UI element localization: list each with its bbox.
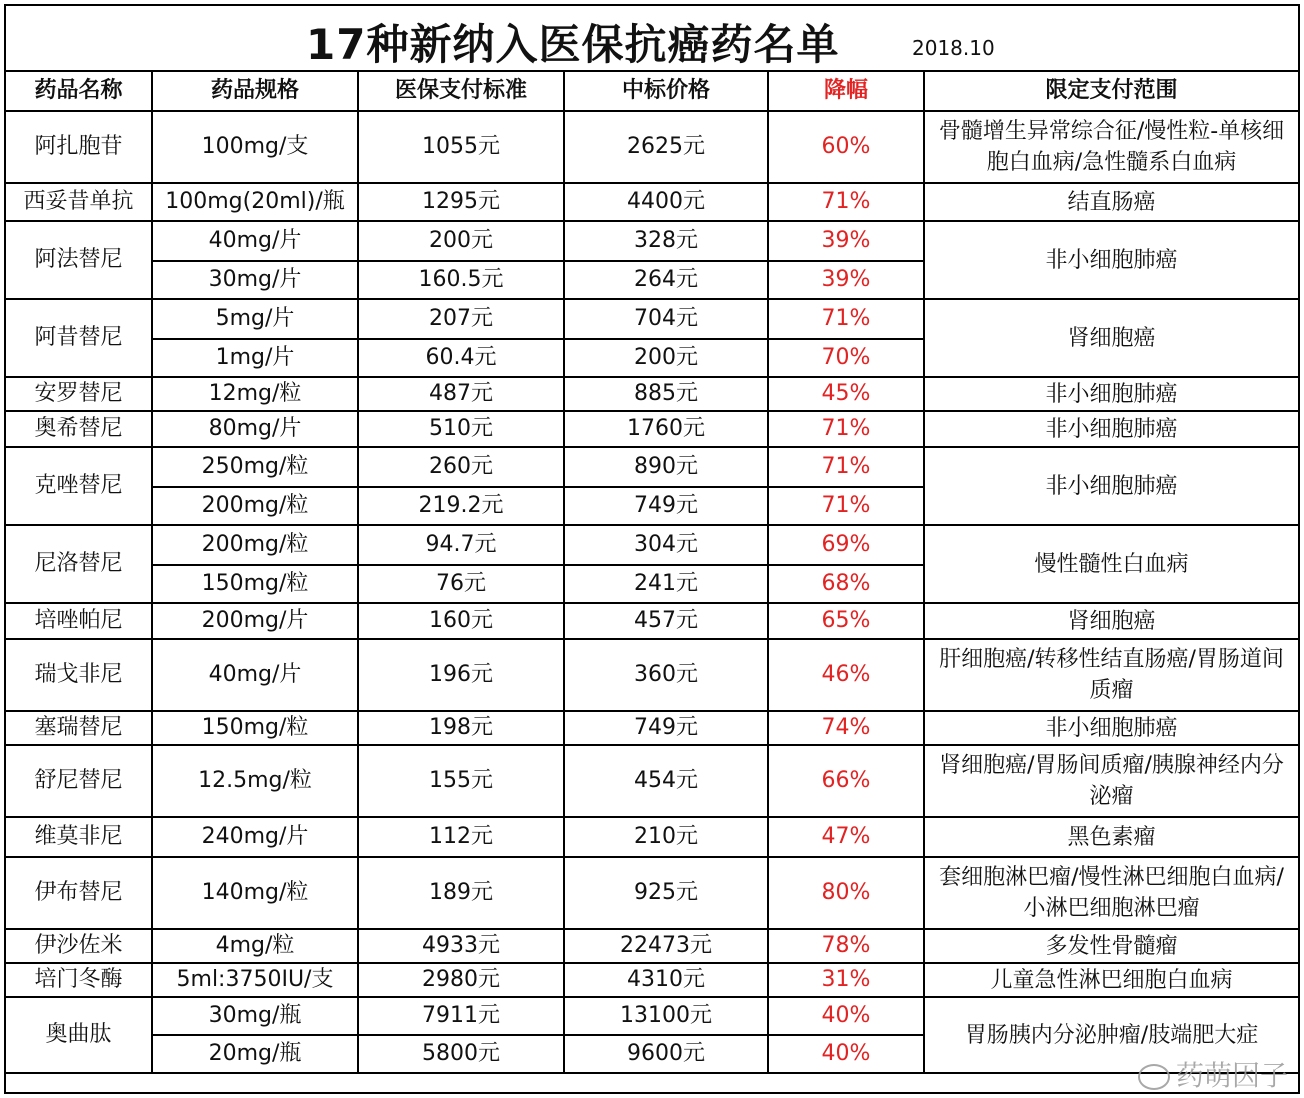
bid-cell: 457元 bbox=[564, 603, 768, 639]
table-row bbox=[6, 639, 1298, 711]
drug-name-cell: 舒尼替尼 bbox=[6, 745, 152, 817]
standard-cell: 160元 bbox=[358, 603, 564, 639]
bid-cell: 890元 bbox=[564, 447, 768, 487]
drug-table-body bbox=[6, 111, 1298, 1073]
drop-cell: 80% bbox=[768, 857, 924, 929]
spec-cell: 150mg/粒 bbox=[152, 711, 358, 745]
table-row bbox=[6, 221, 1298, 261]
table-row bbox=[6, 817, 1298, 857]
spec-cell: 240mg/片 bbox=[152, 817, 358, 857]
scope-cell: 套细胞淋巴瘤/慢性淋巴细胞白血病/小淋巴细胞淋巴瘤 bbox=[924, 857, 1298, 929]
spec-cell: 80mg/片 bbox=[152, 411, 358, 447]
standard-cell: 487元 bbox=[358, 377, 564, 411]
drop-cell: 46% bbox=[768, 639, 924, 711]
bid-cell: 2625元 bbox=[564, 111, 768, 183]
header-bid: 中标价格 bbox=[564, 72, 768, 111]
bid-cell: 749元 bbox=[564, 711, 768, 745]
spec-cell: 5mg/片 bbox=[152, 299, 358, 339]
bid-cell: 210元 bbox=[564, 817, 768, 857]
spec-cell: 12mg/粒 bbox=[152, 377, 358, 411]
standard-cell: 94.7元 bbox=[358, 525, 564, 565]
scope-cell: 儿童急性淋巴细胞白血病 bbox=[924, 963, 1298, 997]
standard-cell: 189元 bbox=[358, 857, 564, 929]
table-row bbox=[6, 857, 1298, 929]
bid-cell: 241元 bbox=[564, 565, 768, 603]
bid-cell: 749元 bbox=[564, 487, 768, 525]
spec-cell: 150mg/粒 bbox=[152, 565, 358, 603]
drug-name-cell: 阿昔替尼 bbox=[6, 299, 152, 377]
table-row bbox=[6, 299, 1298, 339]
spec-cell: 200mg/片 bbox=[152, 603, 358, 639]
bid-cell: 4400元 bbox=[564, 183, 768, 221]
table-row bbox=[6, 745, 1298, 817]
scope-cell: 肾细胞癌 bbox=[924, 299, 1298, 377]
standard-cell: 4933元 bbox=[358, 929, 564, 963]
scope-cell: 肾细胞癌 bbox=[924, 603, 1298, 639]
drop-cell: 66% bbox=[768, 745, 924, 817]
drug-name-cell: 培门冬酶 bbox=[6, 963, 152, 997]
drop-cell: 31% bbox=[768, 963, 924, 997]
bid-cell: 22473元 bbox=[564, 929, 768, 963]
spec-cell: 4mg/粒 bbox=[152, 929, 358, 963]
spec-cell: 40mg/片 bbox=[152, 221, 358, 261]
standard-cell: 207元 bbox=[358, 299, 564, 339]
standard-cell: 5800元 bbox=[358, 1035, 564, 1073]
standard-cell: 219.2元 bbox=[358, 487, 564, 525]
drug-name-cell: 瑞戈非尼 bbox=[6, 639, 152, 711]
header-drop: 降幅 bbox=[768, 72, 924, 111]
drug-name-cell: 克唑替尼 bbox=[6, 447, 152, 525]
drop-cell: 39% bbox=[768, 261, 924, 299]
spec-cell: 30mg/片 bbox=[152, 261, 358, 299]
bid-cell: 13100元 bbox=[564, 997, 768, 1035]
standard-cell: 155元 bbox=[358, 745, 564, 817]
drop-cell: 70% bbox=[768, 339, 924, 377]
header-standard: 医保支付标准 bbox=[358, 72, 564, 111]
drop-cell: 45% bbox=[768, 377, 924, 411]
scope-cell: 非小细胞肺癌 bbox=[924, 221, 1298, 299]
bid-cell: 1760元 bbox=[564, 411, 768, 447]
scope-cell: 非小细胞肺癌 bbox=[924, 377, 1298, 411]
drop-cell: 69% bbox=[768, 525, 924, 565]
scope-cell: 黑色素瘤 bbox=[924, 817, 1298, 857]
drop-cell: 71% bbox=[768, 411, 924, 447]
table-row bbox=[6, 111, 1298, 183]
scope-cell: 非小细胞肺癌 bbox=[924, 711, 1298, 745]
drop-cell: 47% bbox=[768, 817, 924, 857]
wechat-icon bbox=[1138, 1064, 1170, 1090]
drop-cell: 78% bbox=[768, 929, 924, 963]
scope-cell: 骨髓增生异常综合征/慢性粒-单核细胞白血病/急性髓系白血病 bbox=[924, 111, 1298, 183]
table-row bbox=[6, 525, 1298, 565]
drug-list-sheet bbox=[4, 4, 1300, 1094]
drug-name-cell: 维莫非尼 bbox=[6, 817, 152, 857]
spec-cell: 200mg/粒 bbox=[152, 525, 358, 565]
drop-cell: 40% bbox=[768, 997, 924, 1035]
bid-cell: 704元 bbox=[564, 299, 768, 339]
drop-cell: 68% bbox=[768, 565, 924, 603]
drug-name-cell: 培唑帕尼 bbox=[6, 603, 152, 639]
scope-cell: 非小细胞肺癌 bbox=[924, 411, 1298, 447]
table-row bbox=[6, 183, 1298, 221]
table-row bbox=[6, 711, 1298, 745]
drop-cell: 39% bbox=[768, 221, 924, 261]
title-row bbox=[6, 6, 1298, 72]
drop-cell: 60% bbox=[768, 111, 924, 183]
header-scope: 限定支付范围 bbox=[924, 72, 1298, 111]
spec-cell: 200mg/粒 bbox=[152, 487, 358, 525]
drug-name-cell: 伊布替尼 bbox=[6, 857, 152, 929]
spec-cell: 12.5mg/粒 bbox=[152, 745, 358, 817]
bid-cell: 200元 bbox=[564, 339, 768, 377]
scope-cell: 胃肠胰内分泌肿瘤/肢端肥大症 bbox=[924, 997, 1298, 1073]
drug-name-cell: 塞瑞替尼 bbox=[6, 711, 152, 745]
table-row bbox=[6, 997, 1298, 1035]
scope-cell: 结直肠癌 bbox=[924, 183, 1298, 221]
standard-cell: 1055元 bbox=[358, 111, 564, 183]
bid-cell: 925元 bbox=[564, 857, 768, 929]
drop-cell: 71% bbox=[768, 183, 924, 221]
drop-cell: 71% bbox=[768, 487, 924, 525]
bid-cell: 4310元 bbox=[564, 963, 768, 997]
drug-name-cell: 阿扎胞苷 bbox=[6, 111, 152, 183]
standard-cell: 7911元 bbox=[358, 997, 564, 1035]
bid-cell: 885元 bbox=[564, 377, 768, 411]
drop-cell: 71% bbox=[768, 447, 924, 487]
standard-cell: 60.4元 bbox=[358, 339, 564, 377]
scope-cell: 肾细胞癌/胃肠间质瘤/胰腺神经内分泌瘤 bbox=[924, 745, 1298, 817]
standard-cell: 198元 bbox=[358, 711, 564, 745]
drug-name-cell: 奥希替尼 bbox=[6, 411, 152, 447]
standard-cell: 76元 bbox=[358, 565, 564, 603]
spec-cell: 140mg/粒 bbox=[152, 857, 358, 929]
scope-cell: 慢性髓性白血病 bbox=[924, 525, 1298, 603]
standard-cell: 260元 bbox=[358, 447, 564, 487]
drop-cell: 74% bbox=[768, 711, 924, 745]
table-row bbox=[6, 377, 1298, 411]
drug-name-cell: 安罗替尼 bbox=[6, 377, 152, 411]
standard-cell: 200元 bbox=[358, 221, 564, 261]
standard-cell: 196元 bbox=[358, 639, 564, 711]
table-row bbox=[6, 603, 1298, 639]
drop-cell: 65% bbox=[768, 603, 924, 639]
page-title: 17种新纳入医保抗癌药名单 bbox=[306, 20, 840, 69]
spec-cell: 30mg/瓶 bbox=[152, 997, 358, 1035]
standard-cell: 160.5元 bbox=[358, 261, 564, 299]
bid-cell: 328元 bbox=[564, 221, 768, 261]
table-row bbox=[6, 929, 1298, 963]
drug-name-cell: 尼洛替尼 bbox=[6, 525, 152, 603]
drug-name-cell: 伊沙佐米 bbox=[6, 929, 152, 963]
bid-cell: 264元 bbox=[564, 261, 768, 299]
spec-cell: 40mg/片 bbox=[152, 639, 358, 711]
date-label: 2018.10 bbox=[912, 36, 995, 60]
drop-cell: 40% bbox=[768, 1035, 924, 1073]
bid-cell: 9600元 bbox=[564, 1035, 768, 1073]
header-spec: 药品规格 bbox=[152, 72, 358, 111]
standard-cell: 112元 bbox=[358, 817, 564, 857]
spec-cell: 100mg(20ml)/瓶 bbox=[152, 183, 358, 221]
drug-name-cell: 西妥昔单抗 bbox=[6, 183, 152, 221]
standard-cell: 510元 bbox=[358, 411, 564, 447]
scope-cell: 多发性骨髓瘤 bbox=[924, 929, 1298, 963]
bid-cell: 454元 bbox=[564, 745, 768, 817]
spec-cell: 5ml:3750IU/支 bbox=[152, 963, 358, 997]
drug-table bbox=[6, 72, 1298, 1074]
drug-name-cell: 阿法替尼 bbox=[6, 221, 152, 299]
spec-cell: 100mg/支 bbox=[152, 111, 358, 183]
spec-cell: 1mg/片 bbox=[152, 339, 358, 377]
bid-cell: 360元 bbox=[564, 639, 768, 711]
drug-name-cell: 奥曲肽 bbox=[6, 997, 152, 1073]
table-row bbox=[6, 447, 1298, 487]
header-row bbox=[6, 72, 1298, 111]
bid-cell: 304元 bbox=[564, 525, 768, 565]
drop-cell: 71% bbox=[768, 299, 924, 339]
table-row bbox=[6, 411, 1298, 447]
scope-cell: 非小细胞肺癌 bbox=[924, 447, 1298, 525]
watermark-text: 药萌因子 bbox=[1175, 1059, 1288, 1092]
watermark bbox=[1138, 1054, 1288, 1094]
standard-cell: 2980元 bbox=[358, 963, 564, 997]
spec-cell: 20mg/瓶 bbox=[152, 1035, 358, 1073]
scope-cell: 肝细胞癌/转移性结直肠癌/胃肠道间质瘤 bbox=[924, 639, 1298, 711]
table-row bbox=[6, 963, 1298, 997]
spec-cell: 250mg/粒 bbox=[152, 447, 358, 487]
header-name: 药品名称 bbox=[6, 72, 152, 111]
standard-cell: 1295元 bbox=[358, 183, 564, 221]
